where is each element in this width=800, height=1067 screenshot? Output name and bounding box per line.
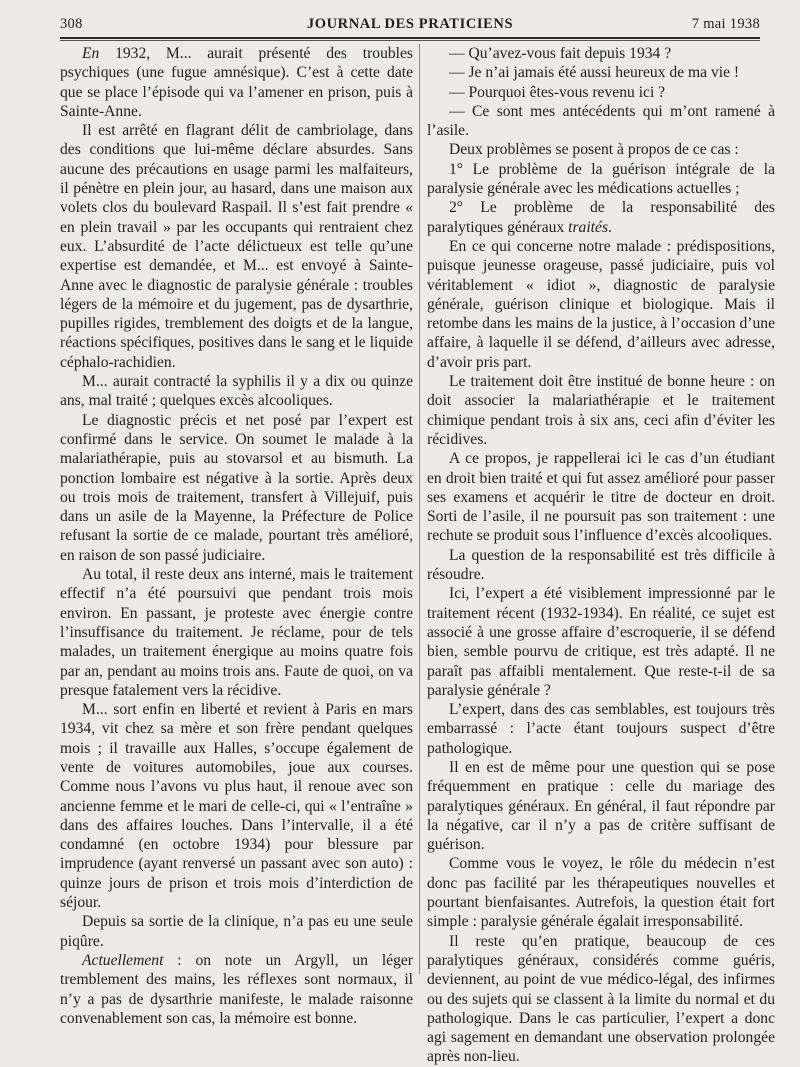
header-rule-thin — [60, 40, 760, 41]
paragraph: M... aurait contracté la syphilis il y a dix ou quinze ans, mal traité ; quelques excès alcooliques. — [60, 373, 413, 410]
dialog-line: — Qu’avez-vous fait depuis 1934 ? — [449, 45, 672, 62]
page-header — [60, 16, 760, 38]
paragraph: Il reste qu’en pratique, beaucoup de ces paralytiques généraux, considérés comme guéris, deviennent, au point de vue médico-légal, des infirmes ou des sujets qui se classent à la limite du normal et du pathologique. Dans le cas particulier, l’expert a donc agi sagement en demandant une observation prolongée après non-lieu. — [427, 932, 775, 1066]
paragraph: L’expert, dans des cas semblables, est toujours très embarrassé : l’acte étant toujours suspect d’être pathologique. — [427, 701, 775, 757]
paragraph: A ce propos, je rappellerai ici le cas d’un étudiant en droit bien traité et qui fut assez amélioré pour passer ses examens et acquérir le titre de docteur en droit. Sorti de l’asile, il ne poursuit pas son traitement : une rechute se produit sous l’influence d’excès alcooliques. — [427, 450, 775, 545]
paragraph: 1° Le problème de la guérison intégrale de la paralysie générale avec les médications actuelles ; — [427, 160, 775, 198]
paragraph: La question de la responsabilité est très difficile à résoudre. — [427, 546, 775, 584]
paragraph: Le traitement doit être institué de bonne heure : on doit associer la malariathérapie et le traitement chimique pendant trois à six ans, ceci afin d’éviter les récidives. — [427, 373, 775, 448]
paragraph: Au total, il reste deux ans interné, mais le traitement effectif n’a été poursuivi que pendant trois mois environ. En passant, je proteste avec énergie contre l’insuffisance du traitement. Je réclame, pour de tels malades, un traitement énergique au moins quatre fois par an, pendant au moins trois ans. Faute de quoi, on va presque fatalement vers la récidive. — [60, 566, 413, 699]
right-column — [427, 44, 775, 1067]
dialog-line: — Ce sont mes antécédents qui m’ont ramené à l’asile. — [427, 102, 775, 140]
dialog-line: — Je n’ai jamais été aussi heureux de ma vie ! — [449, 64, 740, 82]
paragraph: Actuellement : on note un Argyll, un léger tremblement des mains, les réflexes sont normaux, il n’y a pas de dysarthrie manifeste, le malade raisonne convenablement son cas, la mémoire est bonne. — [60, 951, 413, 1027]
paragraph: 2° Le problème de la responsabilité des paralytiques généraux traités. — [427, 199, 775, 236]
paragraph: En 1932, M... aurait présenté des troubles psychiques (une fugue amnésique). C’est à cette date que se place l’épisode qui va l’amener en prison, puis à Sainte-Anne. — [60, 45, 413, 120]
header-rule — [60, 37, 760, 39]
left-column — [60, 44, 413, 1028]
issue-date: 7 mai 1938 — [691, 16, 760, 32]
paragraph: Depuis sa sortie de la clinique, n’a pas eu une seule piqûre. — [60, 913, 413, 950]
paragraph: Deux problèmes se posent à propos de ce cas : — [449, 141, 739, 159]
dialog-line: — Pourquoi êtes-vous revenu ici ? — [449, 83, 666, 101]
column-divider — [419, 44, 420, 974]
paragraph: M... sort enfin en liberté et revient à Paris en mars 1934, vit chez sa mère et son frère pendant quelques mois ; il travaille aux Halles, s’occupe également de vente de voitures automobiles, joue aux courses. Comme nous l’avons vu plus haut, il renoue avec son ancienne femme et le mari de celle-ci, qui « l’entraîne » dans des affaires louches. Dans l’intervalle, il a été condamné (en octobre 1934) pour blessure par imprudence (ayant renversé un passant avec son auto) : quinze jours de prison et trois mois d’interdiction de séjour. — [60, 701, 413, 912]
paragraph: Comme vous le voyez, le rôle du médecin n’est donc pas facilité par les thérapeutiques nouvelles et pourtant bienfaisantes. Autrefois, la question était fort simple : paralysie générale égalait irresponsabilité. — [427, 855, 775, 931]
paragraph: Ici, l’expert a été visiblement impressionné par le traitement récent (1932-1934). En réalité, ce sujet est associé à une grosse affaire d’escroquerie, il se défend bien, semble pourvu de critique, est très adapté. Il ne paraît pas affaibli mentalement. Que reste-t-il de sa paralysie générale ? — [427, 585, 775, 699]
paragraph: En ce qui concerne notre malade : prédispositions, puisque jeunesse orageuse, passé judiciaire, puis vol véritablement « idiot », diagnostic de paralysie générale, guérison clinique et biologique. Mais il retombe dans les mains de la justice, à l’occasion d’une affaire, à laquelle il se défend, d’ailleurs avec adresse, d’avoir pris part. — [427, 237, 775, 371]
paragraph: Le diagnostic précis et net posé par l’expert est confirmé dans le service. On soumet le malade à la malariathérapie, puis au stovarsol et au bismuth. La ponction lombaire est négative à la sortie. Après deux ou trois mois de traitement, transfert à Villejuif, puis dans un asile de la Mayenne, la Préfecture de Police refusant la sortie de ce malade, pourtant très amélioré, en raison de son passé judiciaire. — [60, 411, 413, 564]
page-number: 308 — [60, 16, 83, 32]
journal-title: JOURNAL DES PRATICIENS — [306, 16, 514, 32]
paragraph: Il en est de même pour une question qui se pose fréquemment en pratique : celle du mariage des paralytiques généraux. En général, il faut répondre par la négative, car il n’y a pas de critère suffisant de guérison. — [427, 758, 775, 854]
paragraph: Il est arrêté en flagrant délit de cambriolage, dans des conditions que lui-même déclare absurdes. Sans aucune des précautions en usage parmi les malfaiteurs, il pénètre en plein jour, au hasard, dans une maison aux volets clos du boulevard Raspail. Il s’est fait prendre « en plein travail » par les occupants qui rentraient chez eux. L’absurdité de l’acte délictueux est telle qu’une expertise est demandée, et M... est envoyé à Sainte-Anne avec le diagnostic de paralysie générale : troubles légers de la mémoire et du jugement, pas de dysarthrie, pupilles rigides, tremblement des doigts et de la langue, réactions spécifiques, positives dans le sang et le liquide céphalo-rachidien. — [60, 122, 413, 371]
